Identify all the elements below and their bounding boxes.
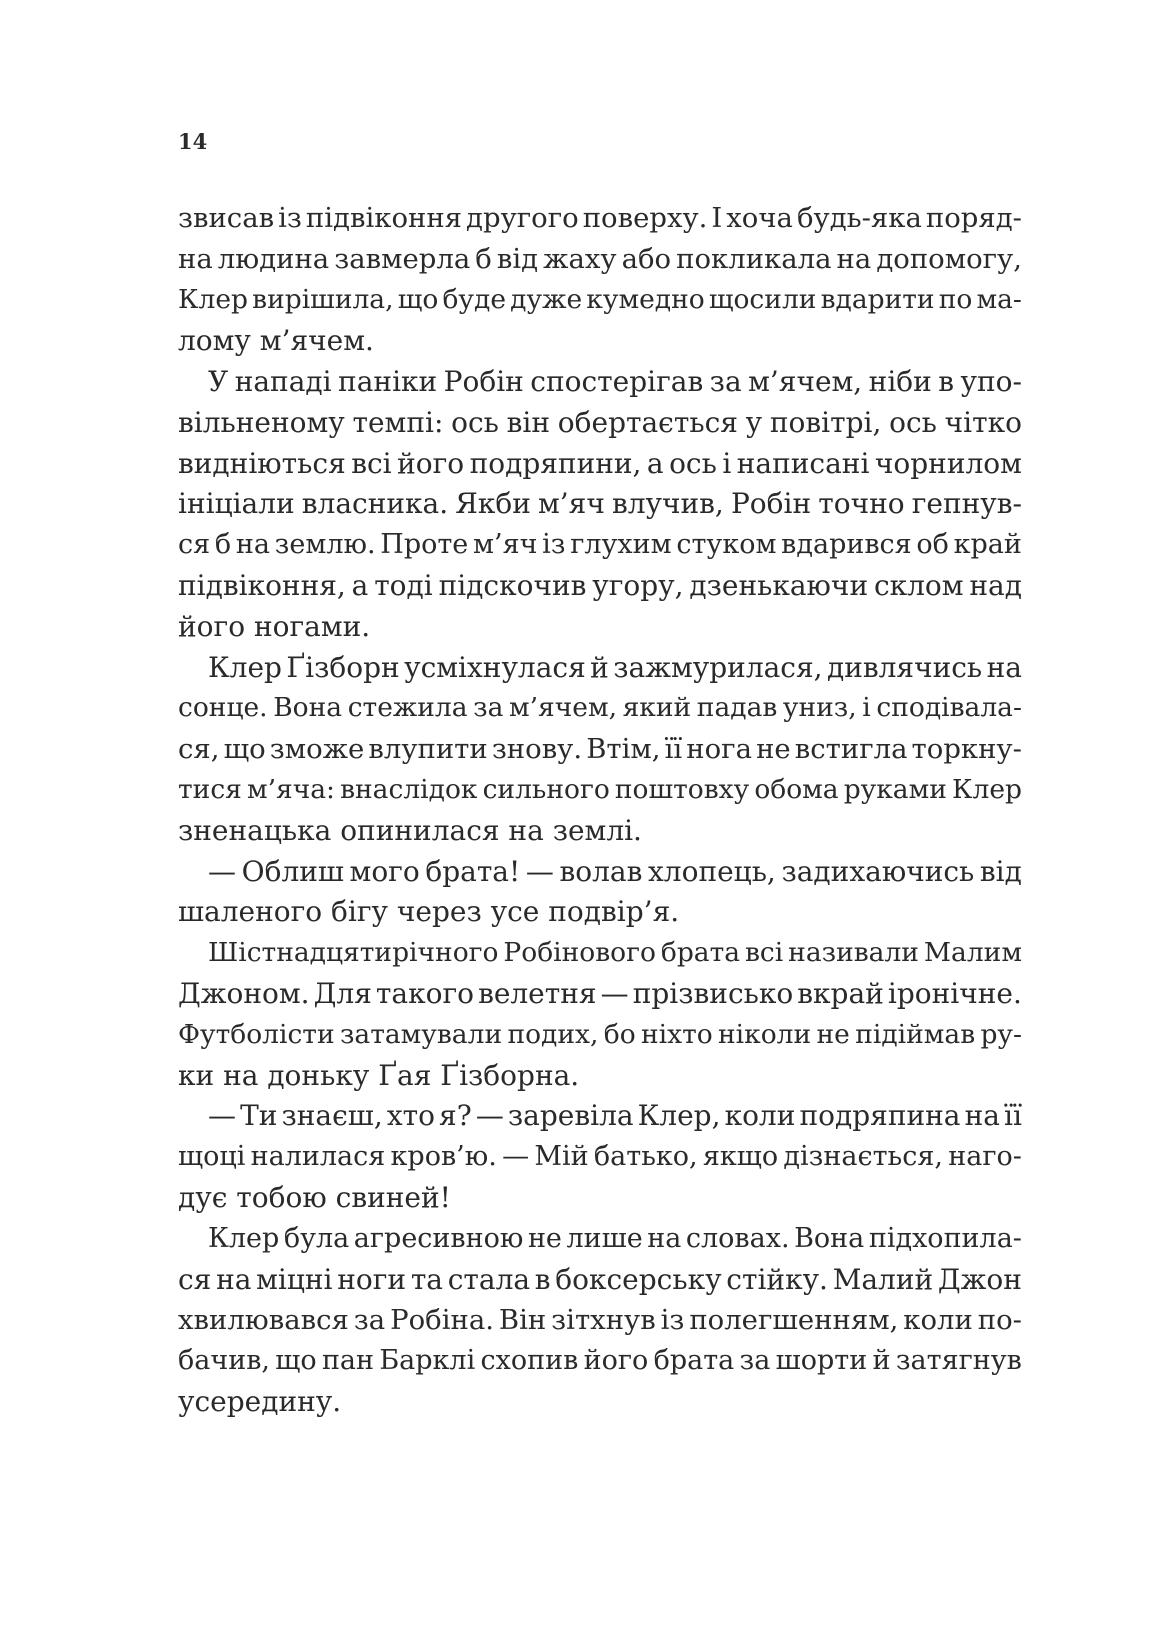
word: всі [351,446,392,480]
word: схопив [480,1345,579,1377]
word: другого [466,202,579,235]
word: точно [818,487,905,521]
word: іронічне. [887,977,1022,1011]
word: й [590,650,609,684]
text-line [178,1014,1022,1055]
word: обома [754,774,839,806]
word: боксерську [555,1262,722,1296]
word: хоча [726,202,793,235]
word: зажмурилася, [613,650,823,684]
word: поверху. [582,202,708,235]
word: із [278,202,302,235]
text-line [178,647,1022,688]
word: буде [442,284,506,316]
word: Робін [443,365,524,399]
word: ніби [868,365,932,399]
word: в [534,1262,551,1296]
word: Футболісти [178,1018,335,1050]
text-line [178,769,1022,810]
word: Облиш [241,854,344,888]
word: полегшенням, [689,1303,899,1336]
word: подих, [507,1018,599,1050]
word: ноги [337,1262,407,1296]
text-line [178,1136,1022,1177]
word: підскочив [438,569,587,603]
word: підвіконня [305,202,463,235]
word: на [964,1099,1000,1133]
word: м’яча: [246,774,335,806]
word: І [711,202,723,235]
word: стала [447,1262,531,1296]
word: падав [696,692,778,724]
word: що [275,1345,317,1377]
word: який [622,692,692,724]
text-line-content: лому м’ячем. [178,324,374,358]
word: Втім, [586,732,661,765]
word: на [647,1222,682,1254]
word: чітко [944,405,1022,439]
word: а [351,569,369,603]
word: Він [498,1303,547,1336]
word: за [709,365,742,399]
word: або [621,243,672,276]
word: звисав [178,202,275,235]
word: бо [603,1018,636,1050]
word: її [664,732,683,765]
text-line [178,239,1022,280]
word: лише [566,1222,643,1254]
word: нападі [234,365,332,399]
word: його [583,1345,649,1377]
word: міцні [256,1262,333,1296]
word: наго- [948,1141,1022,1173]
word: жаху [543,243,617,276]
word: коли [903,1303,973,1336]
word: Робін [730,487,812,521]
word: волав [559,854,643,888]
word: будь-яка [796,202,922,235]
word: подряпина [799,1099,961,1133]
word: дивлячись [826,650,983,684]
word: по [938,284,973,316]
word: за [739,1345,771,1377]
word: паніки [338,365,438,399]
word: брата! [425,854,521,888]
text-line-content: дує тобою свиней! [178,1181,451,1215]
word: дуже [510,284,583,316]
word: Вона [273,692,343,724]
word: від [979,854,1022,888]
text-line [178,688,1022,729]
word: сонце. [178,692,268,724]
word: на [836,243,872,276]
text-line [178,361,1022,402]
word: власника. [301,487,449,521]
word: ру- [980,1018,1022,1050]
word: людина [217,243,330,276]
word: брата [653,1345,735,1377]
word: знову. [491,732,583,765]
word: написані [736,446,870,480]
text-line [178,484,1022,525]
word: Мій [534,1141,589,1173]
word: Малим [923,937,1022,969]
word: всі [745,937,784,969]
text-line [178,1055,1022,1096]
word: Ти [240,1099,278,1133]
text-line [178,565,1022,606]
word: Клер [178,284,248,316]
text-line [178,851,1022,892]
word: від [496,243,539,276]
word: м’яч [473,529,538,561]
text-line [178,932,1022,973]
word: Джоном. [178,977,310,1011]
word: на [178,243,213,276]
text-line [178,402,1022,443]
word: Для [313,977,372,1011]
word: — [525,854,554,888]
word: повітрі, [769,405,882,439]
word: ніхто [640,1018,713,1050]
word: не [527,1222,562,1254]
word: Малий [832,1262,934,1296]
word: підхопила- [868,1222,1022,1254]
word: край [953,529,1022,561]
word: щоці [178,1141,246,1173]
word: б [214,529,232,561]
word: він [506,405,551,439]
word: хто [386,1099,435,1133]
word: хлопець, [648,854,776,888]
word: агресивною [353,1222,524,1254]
word: ся [178,1262,212,1296]
word: Якби [455,487,531,521]
word: шорти [775,1345,868,1377]
text-line [178,1177,1022,1218]
word: дзенькаючи [689,569,869,603]
word: задихаючись [781,854,975,888]
word: — [475,1099,504,1133]
word: в [938,365,955,399]
text-line [178,1381,1022,1422]
word: м’яч [538,487,605,521]
word: велетня [478,977,597,1011]
word: У [208,365,229,399]
word: і [722,446,732,480]
text-line [178,892,1022,933]
body-text [178,198,1022,1422]
word: стійку. [726,1262,828,1296]
text-line [178,443,1022,484]
word: ма- [976,284,1022,316]
text-line [178,1340,1022,1381]
word: ініціали [178,487,295,521]
word: на [986,650,1022,684]
word: угору, [592,569,684,603]
word: гепнув- [911,487,1022,521]
word: щосили [708,284,817,316]
word: Робіна. [390,1303,494,1336]
word: подряпини, [469,446,642,480]
word: Проте [380,529,469,561]
word: кумедно [586,284,705,316]
word: ось [889,405,937,439]
word: називали [788,937,919,969]
word: за [353,1303,386,1336]
word: брата [660,937,741,969]
word: — [208,854,236,888]
word: сильного [482,774,610,806]
text-line [178,1300,1022,1341]
word: кров’ю. [390,1141,497,1173]
word: ось [451,405,499,439]
word: якщо [702,1141,779,1173]
word: землю. [274,529,376,561]
word: затамували [339,1018,503,1050]
word: зможе [269,732,365,765]
word: поштовху [614,774,750,806]
word: стуком [676,529,777,561]
word: глухим [570,529,672,561]
text-line [178,1096,1022,1137]
word: й [872,1345,891,1377]
word: словах. [685,1222,790,1254]
word: мого [349,854,420,888]
word: пан [321,1345,375,1377]
word: із [660,1303,685,1336]
word: Клер [951,774,1022,806]
word: м’ячем, [509,692,617,724]
word: та [410,1262,443,1296]
text-line-content: усередину. [178,1385,342,1418]
text-line-content: його ногами. [178,609,371,643]
word: була [283,1222,350,1254]
word: покликала [676,243,832,276]
word: заревіла [507,1099,634,1133]
word: затягнув [895,1345,1022,1377]
word: ся [178,529,211,561]
text-line [178,1259,1022,1300]
word: дізнається, [783,1141,943,1173]
word: сподівала- [876,692,1022,724]
word: налилася [250,1141,386,1173]
word: нога [686,732,752,765]
word: влупити [368,732,488,765]
word: над [969,569,1022,603]
text-line [178,524,1022,565]
word: склом [873,569,964,603]
word: Джон [937,1262,1022,1296]
word: ніколи [718,1018,812,1050]
word: тоді [374,569,433,603]
word: униз, [782,692,857,724]
word: хвилювався [178,1303,349,1336]
word: усміхнулася [404,650,586,684]
word: встигла [794,732,908,765]
word: знаєш, [281,1099,383,1133]
text-line [178,1218,1022,1259]
word: на [216,1262,252,1296]
word: у [745,405,763,439]
word: що [397,284,439,316]
word: я? [439,1099,472,1133]
word: вкрай [797,977,884,1011]
text-line [178,810,1022,851]
word: обертається [557,405,738,439]
word: стежила [347,692,468,724]
word: не [816,1018,850,1050]
word: Барклі [379,1345,476,1377]
word: ся, [178,732,220,765]
word: руками [843,774,947,806]
word: чорнилом [874,446,1022,480]
word: і [862,692,871,724]
word: батько, [593,1141,698,1173]
page-number: 14 [178,129,208,154]
word: із [542,529,566,561]
word: його [397,446,465,480]
word: тися [178,774,242,806]
word: вирішила, [252,284,394,316]
word: Шістнадцятирічного [208,937,499,969]
text-line-content: ки на доньку Ґая Ґізборна. [178,1058,580,1092]
word: зітхнув [551,1303,656,1336]
text-line [178,198,1022,239]
word: — [208,1099,236,1133]
word: її [1004,1099,1022,1133]
word: внаслідок [340,774,478,806]
word: Вона [794,1222,865,1254]
word: Клер [208,650,282,684]
word: коли [724,1099,796,1133]
word: не [756,732,791,765]
word: Клер, [637,1099,721,1133]
word: вільненому [178,405,345,439]
word: вдарити [820,284,935,316]
word: що [223,732,266,765]
word: бачив, [178,1345,270,1377]
word: підвіконня, [178,569,346,603]
word: поряд- [925,202,1022,235]
word: Робінового [503,937,656,969]
word: — [502,1141,530,1173]
word: а [646,446,664,480]
word: ось [669,446,717,480]
word: Ґізборн [286,650,400,684]
text-line-content: шаленого бігу через усе подвір’я. [178,895,680,929]
text-line-content: зненацька опинилася на землі. [178,813,642,847]
text-line [178,606,1022,647]
text-line [178,973,1022,1014]
word: за [473,692,504,724]
word: підіймав [855,1018,976,1050]
word: Клер [208,1222,280,1254]
word: завмерла [334,243,471,276]
word: упо- [960,365,1022,399]
word: вдарився [781,529,912,561]
word: на [235,529,270,561]
word: об [916,529,949,561]
word: видніються [178,446,346,480]
word: темпі: [352,405,444,439]
word: торкну- [911,732,1022,765]
word: допомогу, [876,243,1022,276]
text-line [178,280,1022,321]
word: м’ячем, [748,365,863,399]
word: влучив, [611,487,724,521]
word: — [600,977,629,1011]
word: прізвисько [632,977,794,1011]
word: б [475,243,492,276]
word: такого [375,977,474,1011]
text-line [178,728,1022,769]
text-line [178,320,1022,361]
word: спостерігав [530,365,704,399]
word: по- [977,1303,1022,1336]
